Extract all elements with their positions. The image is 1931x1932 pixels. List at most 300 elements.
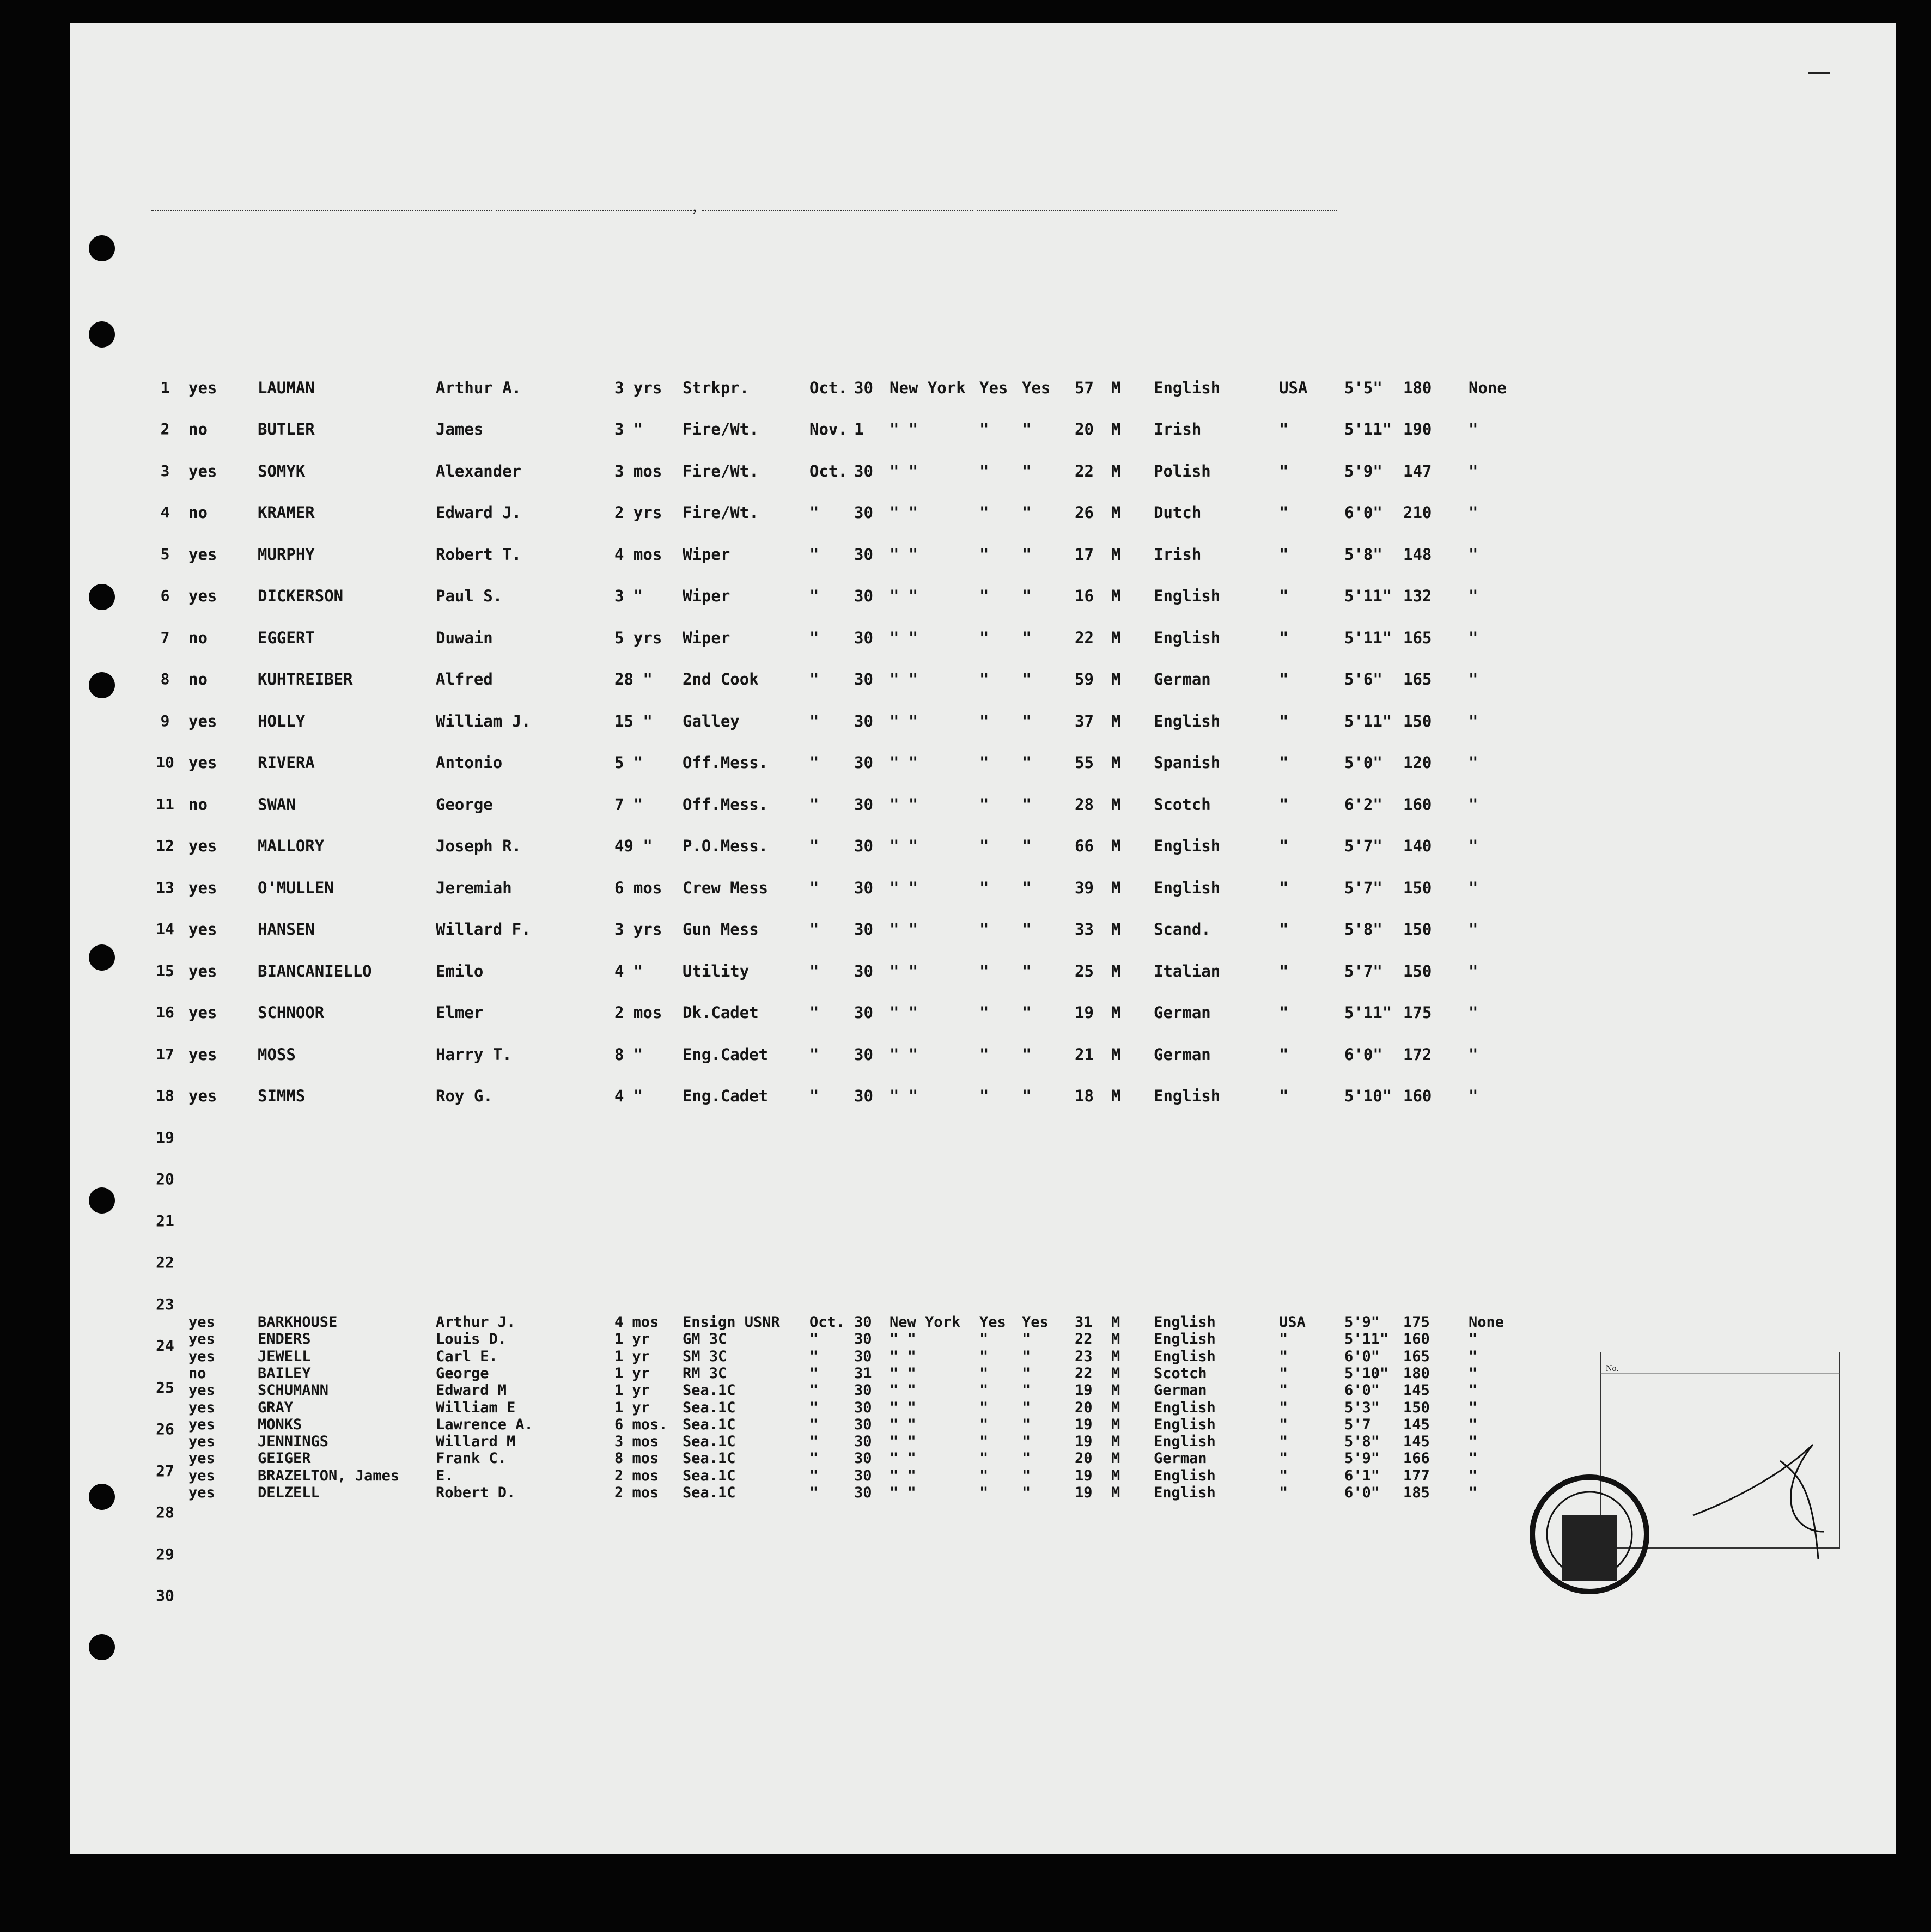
row-number: 19 [156, 1128, 174, 1147]
cell-disch: " [979, 961, 989, 980]
cell-race: English [1154, 587, 1221, 605]
cell-where: " " [890, 837, 918, 855]
cell-height: 5'11" [1344, 1003, 1392, 1022]
cell-read: " [1022, 1433, 1031, 1450]
cell-last: no [188, 503, 208, 522]
cell-family: HANSEN [258, 920, 315, 938]
cell-when-m: " [809, 837, 819, 855]
cell-given: Jeremiah [436, 878, 512, 897]
cell-nat: " [1279, 1348, 1288, 1365]
row-number: 1 [160, 378, 170, 397]
cell-where: " " [890, 1087, 918, 1105]
cell-position: Sea.1C [683, 1416, 736, 1433]
cell-service: 4 mos [614, 545, 662, 564]
cell-marks: " [1469, 711, 1478, 730]
cell-when-m: " [809, 961, 819, 980]
cell-when-m: " [809, 753, 819, 772]
cell-position: Wiper [683, 587, 730, 605]
cell-where: " " [890, 1348, 916, 1365]
cell-last: yes [188, 1331, 215, 1348]
cell-marks: " [1469, 1087, 1478, 1105]
cell-height: 5'6" [1344, 670, 1382, 688]
cell-disch: " [979, 1416, 989, 1433]
cell-when-d: 30 [854, 1450, 872, 1467]
cell-marks: " [1469, 670, 1478, 688]
cell-where: " " [890, 628, 918, 647]
cell-sex: M [1111, 1087, 1121, 1105]
cell-service: 8 " [614, 1045, 643, 1064]
cell-last: yes [188, 587, 217, 605]
cell-read: " [1022, 795, 1032, 814]
cell-race: Spanish [1154, 753, 1221, 772]
cell-given: Lawrence A. [436, 1416, 533, 1433]
cell-service: 7 " [614, 795, 643, 814]
cell-where: " " [890, 670, 918, 688]
cell-read: " [1022, 837, 1032, 855]
cell-sex: M [1111, 837, 1121, 855]
cell-when-m: " [809, 1399, 819, 1416]
cell-marks: " [1469, 753, 1478, 772]
cell-weight: 145 [1403, 1433, 1430, 1450]
cell-when-d: 30 [854, 1416, 872, 1433]
cell-when-m: " [809, 1331, 819, 1348]
cell-race: English [1154, 1348, 1216, 1365]
row-number: 16 [156, 1003, 174, 1021]
cell-read: " [1022, 1484, 1031, 1501]
cell-read: " [1022, 587, 1032, 605]
cell-disch: " [979, 1364, 989, 1382]
cell-sex: M [1111, 1382, 1120, 1399]
cell-when-d: 30 [854, 920, 873, 938]
cell-position: Strkpr. [683, 378, 750, 397]
cell-when-d: 30 [854, 1331, 872, 1348]
cell-read: " [1022, 1087, 1032, 1105]
cell-family: BIANCANIELLO [258, 961, 372, 980]
cell-disch: " [979, 628, 989, 647]
row-number: 21 [156, 1211, 174, 1230]
cell-last: yes [188, 1467, 215, 1484]
cell-height: 5'9" [1344, 1314, 1380, 1331]
cell-race: English [1154, 837, 1221, 855]
cell-where: " " [890, 920, 918, 938]
cell-when-d: 30 [854, 1348, 872, 1365]
row-number: 10 [156, 753, 174, 771]
cell-where: " " [890, 545, 918, 564]
row-number: 24 [156, 1337, 174, 1355]
cell-race: English [1154, 1433, 1216, 1450]
cell-race: Scotch [1154, 795, 1211, 814]
cell-height: 5'7" [1344, 878, 1382, 897]
cell-weight: 148 [1403, 545, 1432, 564]
cell-disch: " [979, 545, 989, 564]
cell-nat: " [1279, 503, 1289, 522]
cell-height: 5'8" [1344, 545, 1382, 564]
cell-age: 22 [1075, 461, 1094, 480]
cell-service: 49 " [614, 837, 653, 855]
cell-when-m: " [809, 920, 819, 938]
cell-age: 19 [1075, 1467, 1093, 1484]
cell-sex: M [1111, 1450, 1120, 1467]
cell-disch: " [979, 1467, 989, 1484]
cell-last: no [188, 1364, 206, 1382]
cell-read: " [1022, 420, 1032, 438]
cell-position: Sea.1C [683, 1467, 736, 1484]
row-number: 20 [156, 1170, 174, 1188]
row-number: 23 [156, 1295, 174, 1313]
cell-nat: " [1279, 795, 1289, 814]
cell-nat: " [1279, 1484, 1288, 1501]
cell-nat: " [1279, 545, 1289, 564]
cell-read: Yes [1022, 1314, 1049, 1331]
cell-marks: " [1469, 503, 1478, 522]
cell-weight: 160 [1403, 1331, 1430, 1348]
cell-read: " [1022, 878, 1032, 897]
cell-position: Wiper [683, 545, 730, 564]
cell-given: Paul S. [436, 587, 503, 605]
cell-where: " " [890, 1364, 916, 1382]
cell-when-m: " [809, 1348, 819, 1365]
cell-nat: " [1279, 1087, 1289, 1105]
cell-family: KUHTREIBER [258, 670, 353, 688]
cell-weight: 210 [1403, 503, 1432, 522]
cell-last: yes [188, 378, 217, 397]
row-number: 18 [156, 1087, 174, 1105]
cell-disch: " [979, 837, 989, 855]
cell-age: 26 [1075, 503, 1094, 522]
cell-when-d: 30 [854, 378, 873, 397]
cell-age: 23 [1075, 1348, 1093, 1365]
cell-given: Robert D. [436, 1484, 516, 1501]
cell-family: MURPHY [258, 545, 315, 564]
cell-height: 5'11" [1344, 420, 1392, 438]
cell-position: SM 3C [683, 1348, 727, 1365]
cell-position: Dk.Cadet [683, 1003, 759, 1022]
cell-sex: M [1111, 1045, 1121, 1064]
cell-disch: " [979, 878, 989, 897]
cell-disch: " [979, 1348, 989, 1365]
cell-family: DICKERSON [258, 587, 344, 605]
cell-age: 17 [1075, 545, 1094, 564]
cell-when-m: " [809, 1045, 819, 1064]
cell-given: George [436, 795, 493, 814]
cell-last: yes [188, 961, 217, 980]
cell-age: 19 [1075, 1416, 1093, 1433]
cell-when-m: Oct. [809, 1314, 845, 1331]
cell-given: Duwain [436, 628, 493, 647]
cell-sex: M [1111, 711, 1121, 730]
cell-given: Elmer [436, 1003, 484, 1022]
cell-race: English [1154, 628, 1221, 647]
cell-position: Sea.1C [683, 1433, 736, 1450]
cell-position: Fire/Wt. [683, 420, 759, 438]
row-number: 14 [156, 920, 174, 938]
cell-height: 5'11" [1344, 587, 1392, 605]
cell-weight: 180 [1403, 378, 1432, 397]
cell-weight: 150 [1403, 711, 1432, 730]
cell-nat: " [1279, 1433, 1288, 1450]
cell-position: Sea.1C [683, 1484, 736, 1501]
cell-nat: " [1279, 1450, 1288, 1467]
cell-race: English [1154, 1416, 1216, 1433]
cell-where: New York [890, 1314, 961, 1331]
cell-weight: 172 [1403, 1045, 1432, 1064]
cell-height: 5'10" [1344, 1364, 1389, 1382]
cell-when-d: 30 [854, 545, 873, 564]
cell-when-d: 30 [854, 1399, 872, 1416]
cell-weight: 165 [1403, 670, 1432, 688]
cell-marks: " [1469, 1382, 1478, 1399]
cell-when-d: 30 [854, 795, 873, 814]
cell-race: English [1154, 1484, 1216, 1501]
cell-sex: M [1111, 378, 1121, 397]
cell-read: " [1022, 503, 1032, 522]
cell-age: 22 [1075, 1331, 1093, 1348]
cell-service: 3 mos [614, 1433, 659, 1450]
cell-nat: " [1279, 420, 1289, 438]
row-number: 11 [156, 795, 174, 813]
cell-when-d: 30 [854, 753, 873, 772]
cell-last: yes [188, 1003, 217, 1022]
cell-when-d: 30 [854, 878, 873, 897]
cell-family: EGGERT [258, 628, 315, 647]
manifest-sheet [70, 23, 1896, 1854]
cell-where: " " [890, 1331, 916, 1348]
cell-given: E. [436, 1467, 454, 1484]
cell-service: 6 mos. [614, 1416, 668, 1433]
cell-race: German [1154, 1450, 1207, 1467]
cell-when-m: " [809, 1433, 819, 1450]
cell-disch: " [979, 711, 989, 730]
cell-where: " " [890, 1484, 916, 1501]
cell-when-m: " [809, 1087, 819, 1105]
cell-read: " [1022, 961, 1032, 980]
cell-race: English [1154, 378, 1221, 397]
row-number: 27 [156, 1461, 174, 1480]
cell-weight: 180 [1403, 1364, 1430, 1382]
cell-last: yes [188, 878, 217, 897]
cell-sex: M [1111, 795, 1121, 814]
cell-sex: M [1111, 461, 1121, 480]
cell-given: Louis D. [436, 1331, 507, 1348]
cell-when-d: 30 [854, 711, 873, 730]
cell-age: 18 [1075, 1087, 1094, 1105]
cell-when-d: 30 [854, 1433, 872, 1450]
cell-where: " " [890, 1045, 918, 1064]
cell-height: 5'10" [1344, 1087, 1392, 1105]
cell-when-m: " [809, 1467, 819, 1484]
cell-height: 5'3" [1344, 1399, 1380, 1416]
cell-race: Polish [1154, 461, 1211, 480]
cell-last: yes [188, 1450, 215, 1467]
cell-disch: Yes [979, 378, 1008, 397]
cell-marks: None [1469, 378, 1507, 397]
cell-family: GRAY [258, 1399, 294, 1416]
cell-given: Emilo [436, 961, 484, 980]
cell-race: English [1154, 711, 1221, 730]
cell-last: yes [188, 711, 217, 730]
cell-marks: " [1469, 1450, 1478, 1467]
cell-marks: " [1469, 628, 1478, 647]
cell-family: SOMYK [258, 461, 306, 480]
cell-disch: " [979, 1382, 989, 1399]
cell-sex: M [1111, 1331, 1120, 1348]
cell-last: yes [188, 1045, 217, 1064]
cell-service: 3 " [614, 420, 643, 438]
cell-family: JEWELL [258, 1348, 311, 1365]
row-number: 25 [156, 1378, 174, 1397]
cell-position: Sea.1C [683, 1382, 736, 1399]
cell-read: " [1022, 1003, 1032, 1022]
cell-given: Arthur A. [436, 378, 522, 397]
cell-when-m: " [809, 795, 819, 814]
cell-disch: " [979, 587, 989, 605]
cell-weight: 150 [1403, 920, 1432, 938]
cell-nat: " [1279, 1399, 1288, 1416]
cell-given: William J. [436, 711, 531, 730]
cell-given: Joseph R. [436, 837, 522, 855]
cell-weight: 175 [1403, 1003, 1432, 1022]
cell-read: " [1022, 1348, 1031, 1365]
cell-family: LAUMAN [258, 378, 315, 397]
cell-given: Antonio [436, 753, 503, 772]
cell-service: 3 " [614, 587, 643, 605]
cell-when-d: 30 [854, 1003, 873, 1022]
cell-disch: Yes [979, 1314, 1006, 1331]
cell-marks: " [1469, 1467, 1478, 1484]
cell-when-m: " [809, 1416, 819, 1433]
cell-read: " [1022, 670, 1032, 688]
cell-weight: 177 [1403, 1467, 1430, 1484]
vessel-line: , [151, 196, 1337, 216]
cell-marks: " [1469, 1331, 1478, 1348]
cell-position: Sea.1C [683, 1399, 736, 1416]
cell-weight: 185 [1403, 1484, 1430, 1501]
cell-disch: " [979, 1433, 989, 1450]
cell-when-d: 30 [854, 1087, 873, 1105]
row-number: 2 [160, 420, 170, 438]
cell-position: Sea.1C [683, 1450, 736, 1467]
row-number: 29 [156, 1545, 174, 1563]
cell-read: " [1022, 1045, 1032, 1064]
cell-service: 15 " [614, 711, 653, 730]
cell-read: " [1022, 753, 1032, 772]
cell-marks: " [1469, 587, 1478, 605]
cell-where: " " [890, 1467, 916, 1484]
cell-service: 5 " [614, 753, 643, 772]
cell-family: KRAMER [258, 503, 315, 522]
cell-marks: " [1469, 795, 1478, 814]
cell-family: BARKHOUSE [258, 1314, 338, 1331]
cell-sex: M [1111, 1416, 1120, 1433]
row-number: 9 [160, 711, 170, 730]
cell-race: Dutch [1154, 503, 1202, 522]
cell-when-d: 30 [854, 1382, 872, 1399]
cell-disch: " [979, 753, 989, 772]
cell-service: 4 mos [614, 1314, 659, 1331]
cell-race: English [1154, 1314, 1216, 1331]
cell-disch: " [979, 461, 989, 480]
cell-race: German [1154, 1003, 1211, 1022]
cell-sex: M [1111, 420, 1121, 438]
cell-marks: " [1469, 545, 1478, 564]
cell-position: Galley [683, 711, 740, 730]
cell-disch: " [979, 795, 989, 814]
cell-race: English [1154, 1087, 1221, 1105]
cell-service: 1 yr [614, 1364, 650, 1382]
cell-nat: " [1279, 1045, 1289, 1064]
cell-nat: " [1279, 1003, 1289, 1022]
cell-read: " [1022, 628, 1032, 647]
cell-age: 25 [1075, 961, 1094, 980]
cell-height: 6'0" [1344, 503, 1382, 522]
cell-read: " [1022, 1382, 1031, 1399]
cell-read: Yes [1022, 378, 1051, 397]
row-number: 30 [156, 1587, 174, 1605]
cell-service: 28 " [614, 670, 653, 688]
cell-nat: " [1279, 961, 1289, 980]
cell-age: 28 [1075, 795, 1094, 814]
cell-given: William E [436, 1399, 516, 1416]
cell-position: Off.Mess. [683, 753, 769, 772]
cell-race: English [1154, 1467, 1216, 1484]
cell-weight: 160 [1403, 1087, 1432, 1105]
cell-disch: " [979, 1399, 989, 1416]
cell-position: Gun Mess [683, 920, 759, 938]
cell-given: George [436, 1364, 489, 1382]
cell-given: Willard F. [436, 920, 531, 938]
cell-height: 5'8" [1344, 1433, 1380, 1450]
cell-read: " [1022, 1399, 1031, 1416]
cell-service: 3 yrs [614, 378, 662, 397]
cell-age: 22 [1075, 1364, 1093, 1382]
cell-when-d: 30 [854, 503, 873, 522]
cell-marks: " [1469, 1433, 1478, 1450]
cell-height: 6'0" [1344, 1045, 1382, 1064]
cell-age: 20 [1075, 1399, 1093, 1416]
cell-when-m: " [809, 628, 819, 647]
cell-height: 5'11" [1344, 711, 1392, 730]
cell-when-d: 1 [854, 420, 864, 438]
cell-given: Edward J. [436, 503, 522, 522]
cell-disch: " [979, 1484, 989, 1501]
cell-last: yes [188, 1087, 217, 1105]
cell-height: 5'11" [1344, 1331, 1389, 1348]
cell-age: 19 [1075, 1382, 1093, 1399]
cell-when-d: 30 [854, 1314, 872, 1331]
cell-last: yes [188, 461, 217, 480]
cell-marks: " [1469, 1364, 1478, 1382]
cell-position: Eng.Cadet [683, 1087, 769, 1105]
cell-service: 1 yr [614, 1399, 650, 1416]
cell-family: MOSS [258, 1045, 296, 1064]
cell-where: " " [890, 1382, 916, 1399]
cell-disch: " [979, 920, 989, 938]
cell-age: 19 [1075, 1433, 1093, 1450]
cell-last: yes [188, 837, 217, 855]
cell-sex: M [1111, 1467, 1120, 1484]
cell-nat: " [1279, 711, 1289, 730]
row-number: 28 [156, 1503, 174, 1521]
consular-stamp: No. [1530, 1352, 1840, 1613]
row-number: 6 [160, 587, 170, 605]
cell-age: 21 [1075, 1045, 1094, 1064]
cell-when-m: " [809, 1382, 819, 1399]
cell-family: GEIGER [258, 1450, 311, 1467]
cell-sex: M [1111, 1348, 1120, 1365]
cell-read: " [1022, 461, 1032, 480]
cell-sex: M [1111, 1433, 1120, 1450]
cell-family: HOLLY [258, 711, 306, 730]
